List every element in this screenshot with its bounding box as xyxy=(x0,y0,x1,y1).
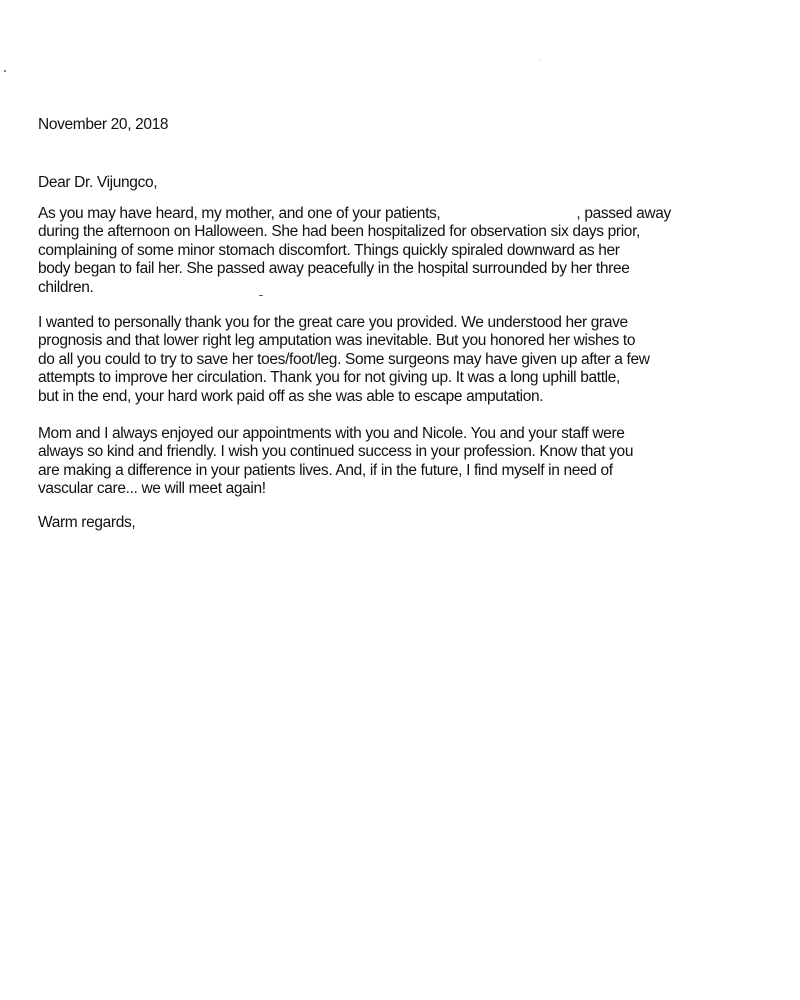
paragraph-3-line-1: Mom and I always enjoyed our appointments with you and Nicole. You and your staff were xyxy=(38,425,625,442)
paragraph-1-line-5: children. xyxy=(38,278,94,296)
letter-salutation: Dear Dr. Vijungco, xyxy=(38,174,158,191)
paragraph-3-line-2: always so kind and friendly. I wish you continued success in your profession. Know that you xyxy=(38,443,634,461)
paragraph-2-line-5: but in the end, your hard work paid off as she was able to escape amputation. xyxy=(38,387,544,405)
paragraph-2-line-1: I wanted to personally thank you for the great care you provided. We understood her grave xyxy=(38,314,628,331)
paragraph-1-line-3: complaining of some minor stomach discomfort. Things quickly spiraled downward as her xyxy=(38,241,620,259)
line-text: As you may have heard, my mother, and one of your patients, xyxy=(38,205,441,222)
paragraph-1-line-2: during the afternoon on Halloween. She had been hospitalized for observation six days prior, xyxy=(38,223,640,241)
paragraph-2-line-4: attempts to improve her circulation. Thank you for not giving up. It was a long uphill battle, xyxy=(38,369,620,387)
letter-closing: Warm regards, xyxy=(38,514,136,531)
paragraph-2 xyxy=(38,314,650,406)
letter-date: November 20, 2018 xyxy=(38,116,169,133)
paragraph-2-line-3: do all you could to try to save her toes/foot/leg. Some surgeons may have given up after a few xyxy=(38,350,650,368)
paragraph-1-line-4: body began to fail her. She passed away peacefully in the hospital surrounded by her three xyxy=(38,260,630,278)
paragraph-1-line-1 xyxy=(38,205,671,223)
paragraph-3-line-4: vascular care... we will meet again! xyxy=(38,480,266,498)
line-text: , passed away xyxy=(576,205,671,222)
paragraph-2-line-2: prognosis and that lower right leg amputation was inevitable. But you honored her wishes to xyxy=(38,332,636,350)
paragraph-3-line-3: are making a difference in your patients lives. And, if in the future, I find myself in need of xyxy=(38,461,613,479)
scan-speck xyxy=(259,295,263,296)
scan-speck xyxy=(4,70,6,72)
scan-speck xyxy=(540,60,541,61)
paragraph-3 xyxy=(38,425,633,499)
paragraph-1 xyxy=(38,205,671,297)
